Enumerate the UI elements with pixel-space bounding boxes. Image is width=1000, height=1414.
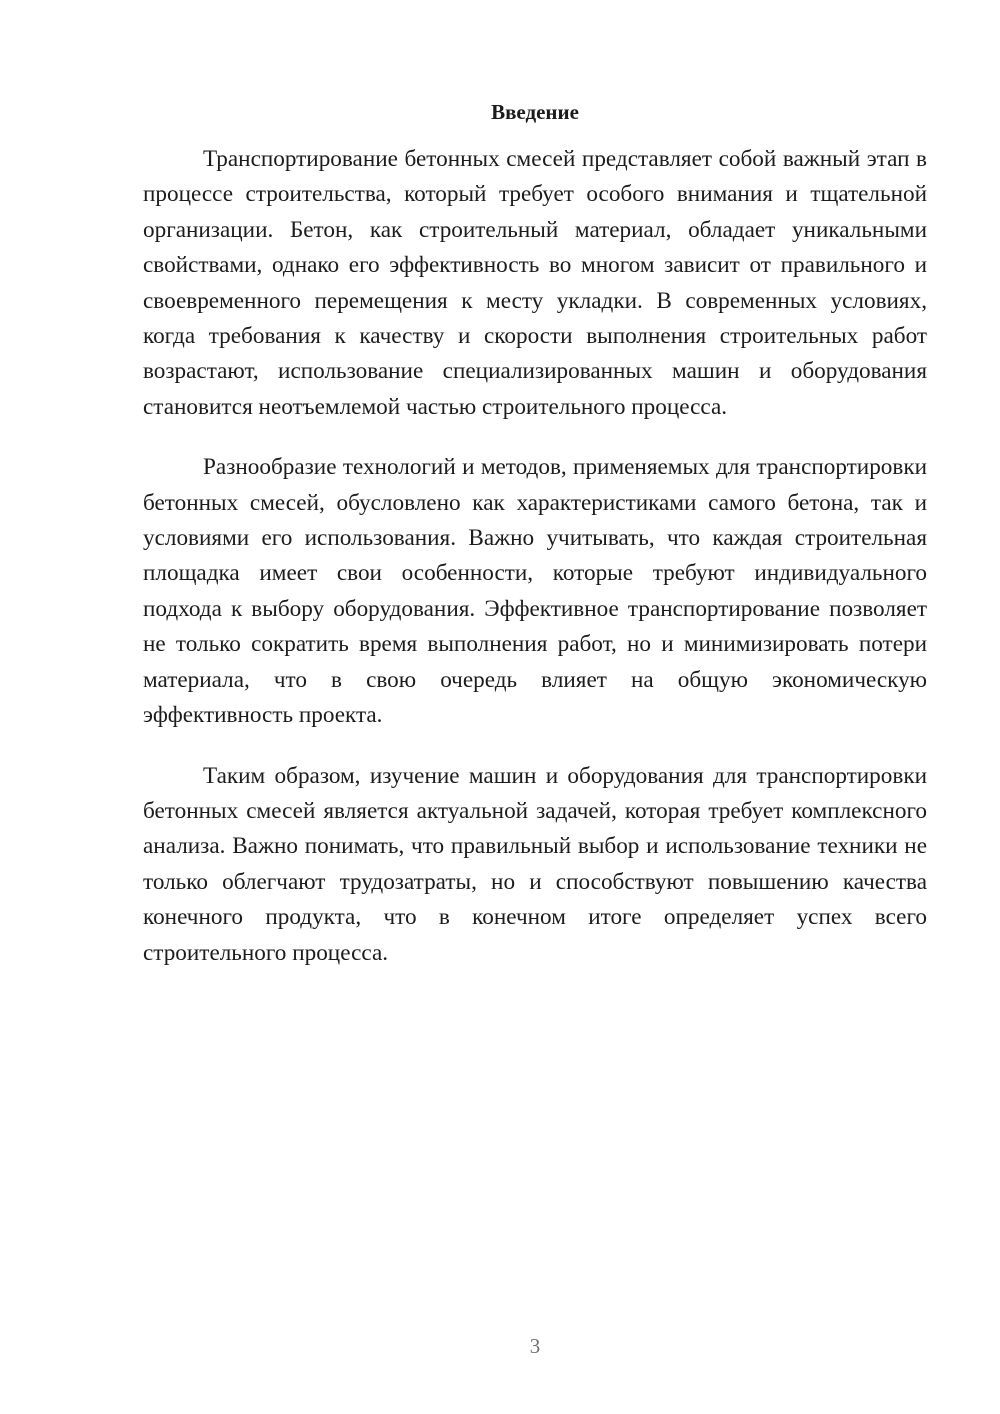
body-text — [143, 142, 927, 996]
page-number: 3 — [529, 1334, 541, 1358]
paragraph-2: Разнообразие технологий и методов, применяемых для транспортировки бетонных смесей, обусловлено как характеристиками самого бетона, так и условиями его использования. Важно учитывать, что каждая строительная площадка имеет свои особенности, которые требуют индивидуального подхода к выбору оборудования. Эффективное транспортирование позволяет не только сократить время выполнения работ, но и минимизировать потери материала, что в свою очередь влияет на общую экономическую эффективность проекта. — [143, 454, 927, 729]
paragraph-1: Транспортирование бетонных смесей представляет собой важный этап в процессе строительства, который требует особого внимания и тщательной организации. Бетон, как строительный материал, обладает уникальными свойствами, однако его эффективность во многом зависит от правильного и своевременного перемещения к месту укладки. В современных условиях, когда требования к качеству и скорости выполнения строительных работ возрастают, использование специализированных машин и оборудования становится неотъемлемой частью строительного процесса. — [143, 146, 927, 420]
paragraph-3: Таким образом, изучение машин и оборудования для транспортировки бетонных смесей является актуальной задачей, которая требует комплексного анализа. Важно понимать, что правильный выбор и использование техники не только облегчают трудозатраты, но и способствуют повышению качества конечного продукта, что в конечном итоге определяет успех всего строительного процесса. — [143, 762, 927, 966]
section-heading: Введение — [491, 100, 579, 124]
